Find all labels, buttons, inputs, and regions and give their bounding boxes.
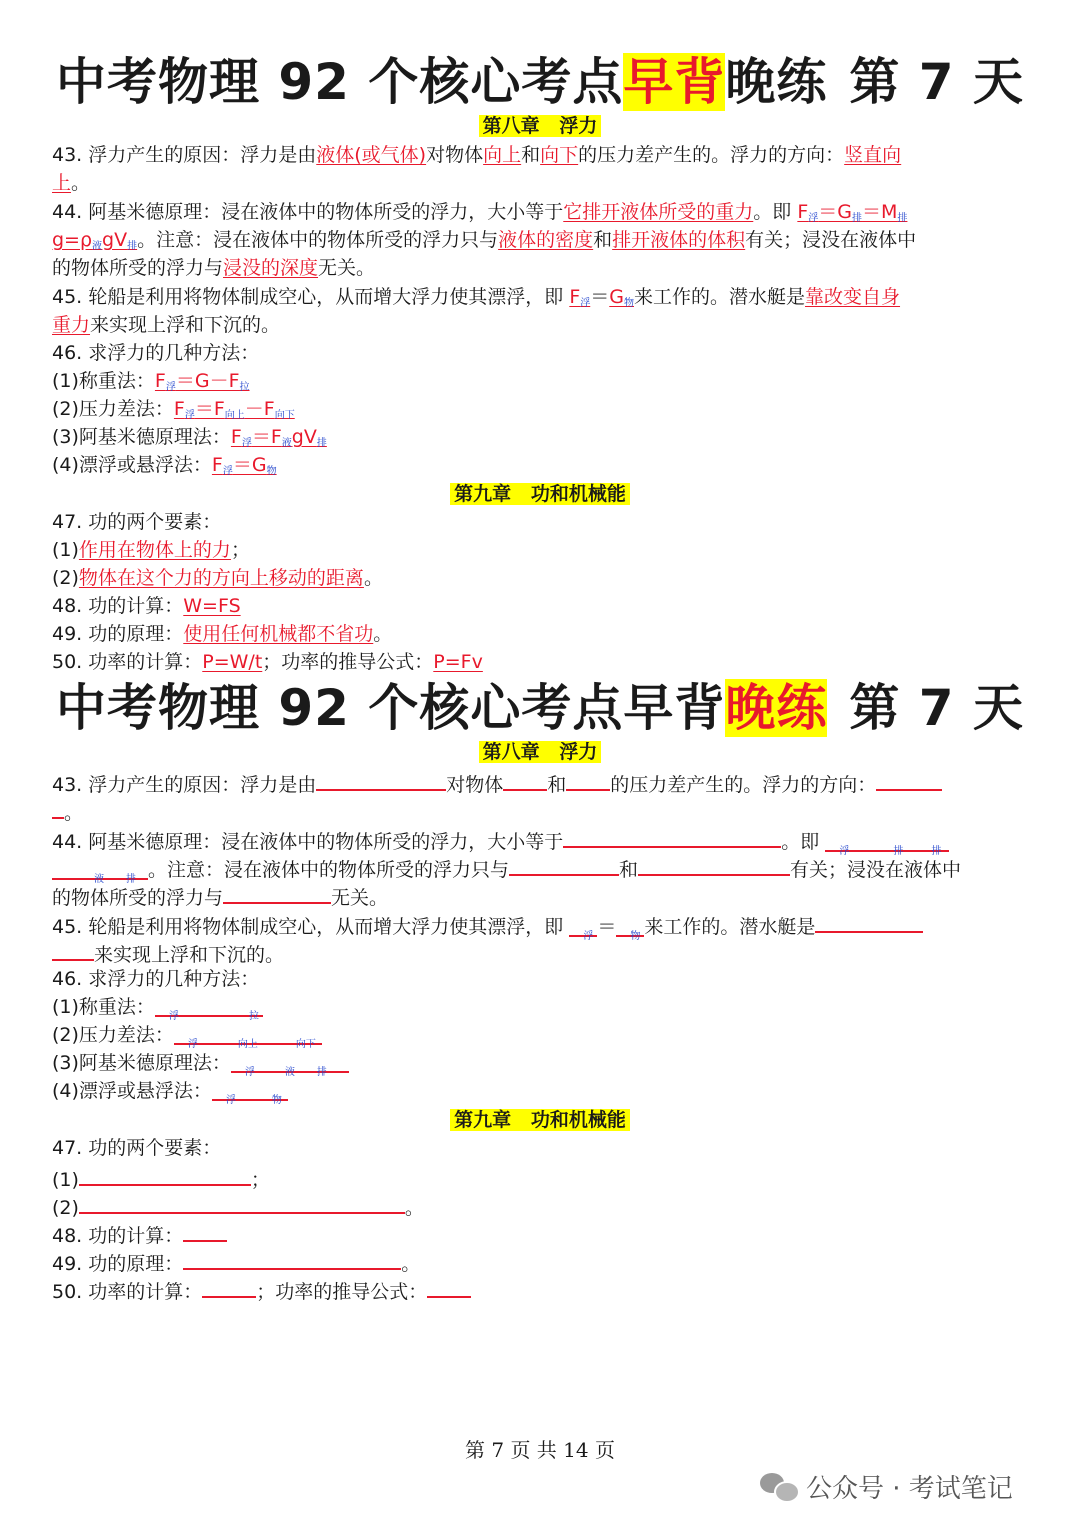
method-4: (4)漂浮或悬浮法：$F_浮=G_物$	[52, 454, 277, 477]
answer-blank[interactable]	[202, 1274, 256, 1298]
practice-method-2: (2)压力差法： $_浮$ $_{向上}$ $_{向下}$	[52, 1021, 1032, 1049]
answer-blank[interactable]	[183, 1218, 227, 1242]
q43-line-1: 43. 浮力产生的原因：浮力是由液体(或气体)对物体向上和向下的压力差产生的。浮力的方向：竖直向	[52, 144, 902, 166]
watermark	[760, 1466, 1013, 1506]
practice-q44-line-1: 44. 阿基米德原理：浸在液体中的物体所受的浮力，大小等于 。即 $_浮$ $_排$ $_排$	[52, 824, 1032, 852]
q45-line-2: 重力来实现上浮和下沉的。	[52, 314, 281, 336]
practice-q50-line: 50. 功率的计算： ；功率的推导公式：	[52, 1274, 1032, 1302]
formula-blank[interactable]: $_浮$ $_排$ $_排$	[825, 828, 949, 852]
practice-q44-line-3: 的物体所受的浮力与 无关。	[52, 880, 1032, 908]
practice-q49-line: 49. 功的原理： 。	[52, 1246, 1032, 1274]
formula-blank[interactable]: 浮	[569, 913, 597, 937]
title-text: 晚练	[725, 53, 828, 111]
formula-blank[interactable]: $_浮$ $_{向上}$ $_{向下}$	[174, 1021, 322, 1045]
title-morning	[0, 52, 1080, 112]
answer-blank[interactable]	[509, 852, 619, 876]
chapter-heading-8: 第八章 浮力	[0, 112, 1080, 140]
q47-line: 47. 功的两个要素：	[52, 511, 222, 533]
answer-blank[interactable]	[427, 1274, 471, 1298]
title-day: 第 7 天	[849, 53, 1024, 111]
title-evening	[0, 678, 1080, 738]
wechat-icon	[760, 1471, 798, 1501]
answer-blank[interactable]	[815, 909, 923, 933]
practice-q47-item-2: (2) 。	[52, 1190, 1032, 1218]
formula-blank[interactable]: $_浮$ $_液$ $_排$	[231, 1049, 349, 1073]
formula-blank[interactable]: 物	[616, 913, 644, 937]
q49-line: 49. 功的原理：使用任何机械都不省功。	[52, 623, 393, 645]
page-number: 第 7 页 共 14 页	[465, 1438, 615, 1462]
practice-q47-item-1: (1) ；	[52, 1162, 1032, 1190]
method-2: (2)压力差法：$F_浮=F_{向上}-F_{向下}$	[52, 398, 295, 421]
answer-blank[interactable]	[183, 1246, 401, 1270]
answer-blank[interactable]	[503, 767, 547, 791]
answer-blank[interactable]	[52, 795, 64, 819]
method-1: (1)称重法：$F_浮=G-F_拉$	[52, 370, 250, 393]
q47-item-1: (1)作用在物体上的力；	[52, 539, 250, 561]
watermark-text: 公众号 · 考试笔记	[806, 1473, 1013, 1504]
practice-q46-line: 46. 求浮力的几种方法：	[52, 968, 260, 990]
answer-blank[interactable]	[563, 824, 781, 848]
practice-method-3: (3)阿基米德原理法： $_浮$ $_液$ $_排$	[52, 1049, 1032, 1077]
practice-method-1: (1)称重法： $_浮$ $_拉$	[52, 993, 1032, 1021]
answer-blank[interactable]	[52, 937, 94, 961]
chapter-heading-9: 第九章 功和机械能	[0, 480, 1080, 508]
title-highlight: 早背	[623, 53, 726, 111]
formula-blank[interactable]: $_液$ $_排$	[52, 856, 148, 880]
formula-blank[interactable]: $_浮$ $_物$	[212, 1077, 288, 1101]
chapter-heading-9-practice: 第九章 功和机械能	[0, 1106, 1080, 1134]
practice-q43-line-1: 43. 浮力产生的原因：浮力是由 对物体 和 的压力差产生的。浮力的方向：	[52, 767, 1032, 795]
chapter-heading-8-practice: 第八章 浮力	[0, 738, 1080, 766]
q44-line-1: 44. 阿基米德原理：浸在液体中的物体所受的浮力，大小等于它排开液体所受的重力。即 $F_浮=G_排=M_排$	[52, 201, 908, 224]
answer-blank[interactable]	[79, 1162, 251, 1186]
practice-q48-line: 48. 功的计算：	[52, 1218, 1032, 1246]
q46-line: 46. 求浮力的几种方法：	[52, 342, 260, 364]
q48-line: 48. 功的计算：W=FS	[52, 595, 241, 617]
q44-line-2: $g=\rho_液gV_排$。注意：浸在液体中的物体所受的浮力只与液体的密度和排开液体的体积有关；浸没在液体中	[52, 229, 917, 252]
practice-q45-line-1: 45. 轮船是利用将物体制成空心，从而增大浮力使其漂浮，即 $_浮$ ＝ $_物$ 来工作的。潜水艇是	[52, 909, 1032, 937]
answer-blank[interactable]	[638, 852, 790, 876]
method-3: (3)阿基米德原理法：$F_浮=F_液gV_排$	[52, 426, 327, 449]
q50-line: 50. 功率的计算：P=W/t；功率的推导公式：P=Fv	[52, 651, 483, 673]
practice-q44-line-2: $_液$ $_排$ 。注意：浸在液体中的物体所受的浮力只与 和 有关；浸没在液体中	[52, 852, 1032, 880]
practice-method-4: (4)漂浮或悬浮法： $_浮$ $_物$	[52, 1077, 1032, 1105]
q44-line-3: 的物体所受的浮力与浸没的深度无关。	[52, 257, 376, 279]
title-text: 中考物理 92 个核心考点	[55, 53, 624, 111]
answer-blank[interactable]	[316, 767, 446, 791]
answer-blank[interactable]	[79, 1190, 405, 1214]
practice-q43-line-2: 。	[52, 795, 1032, 823]
answer-blank[interactable]	[566, 767, 610, 791]
title-day: 第 7 天	[849, 679, 1024, 737]
practice-q45-line-2: 来实现上浮和下沉的。	[52, 937, 1032, 965]
answer-blank[interactable]	[876, 767, 942, 791]
q45-line-1: 45. 轮船是利用将物体制成空心，从而增大浮力使其漂浮，即 $F_浮=G_物$来工作的。潜水艇是靠改变自身	[52, 286, 901, 309]
practice-q47-line: 47. 功的两个要素：	[52, 1137, 222, 1159]
title-highlight: 晚练	[725, 679, 828, 737]
q43-line-2: 上。	[52, 172, 91, 194]
formula-blank[interactable]: $_浮$ $_拉$	[155, 993, 263, 1017]
title-text: 中考物理 92 个核心考点早背	[55, 679, 726, 737]
answer-blank[interactable]	[223, 880, 331, 904]
q47-item-2: (2)物体在这个力的方向上移动的距离。	[52, 567, 383, 589]
